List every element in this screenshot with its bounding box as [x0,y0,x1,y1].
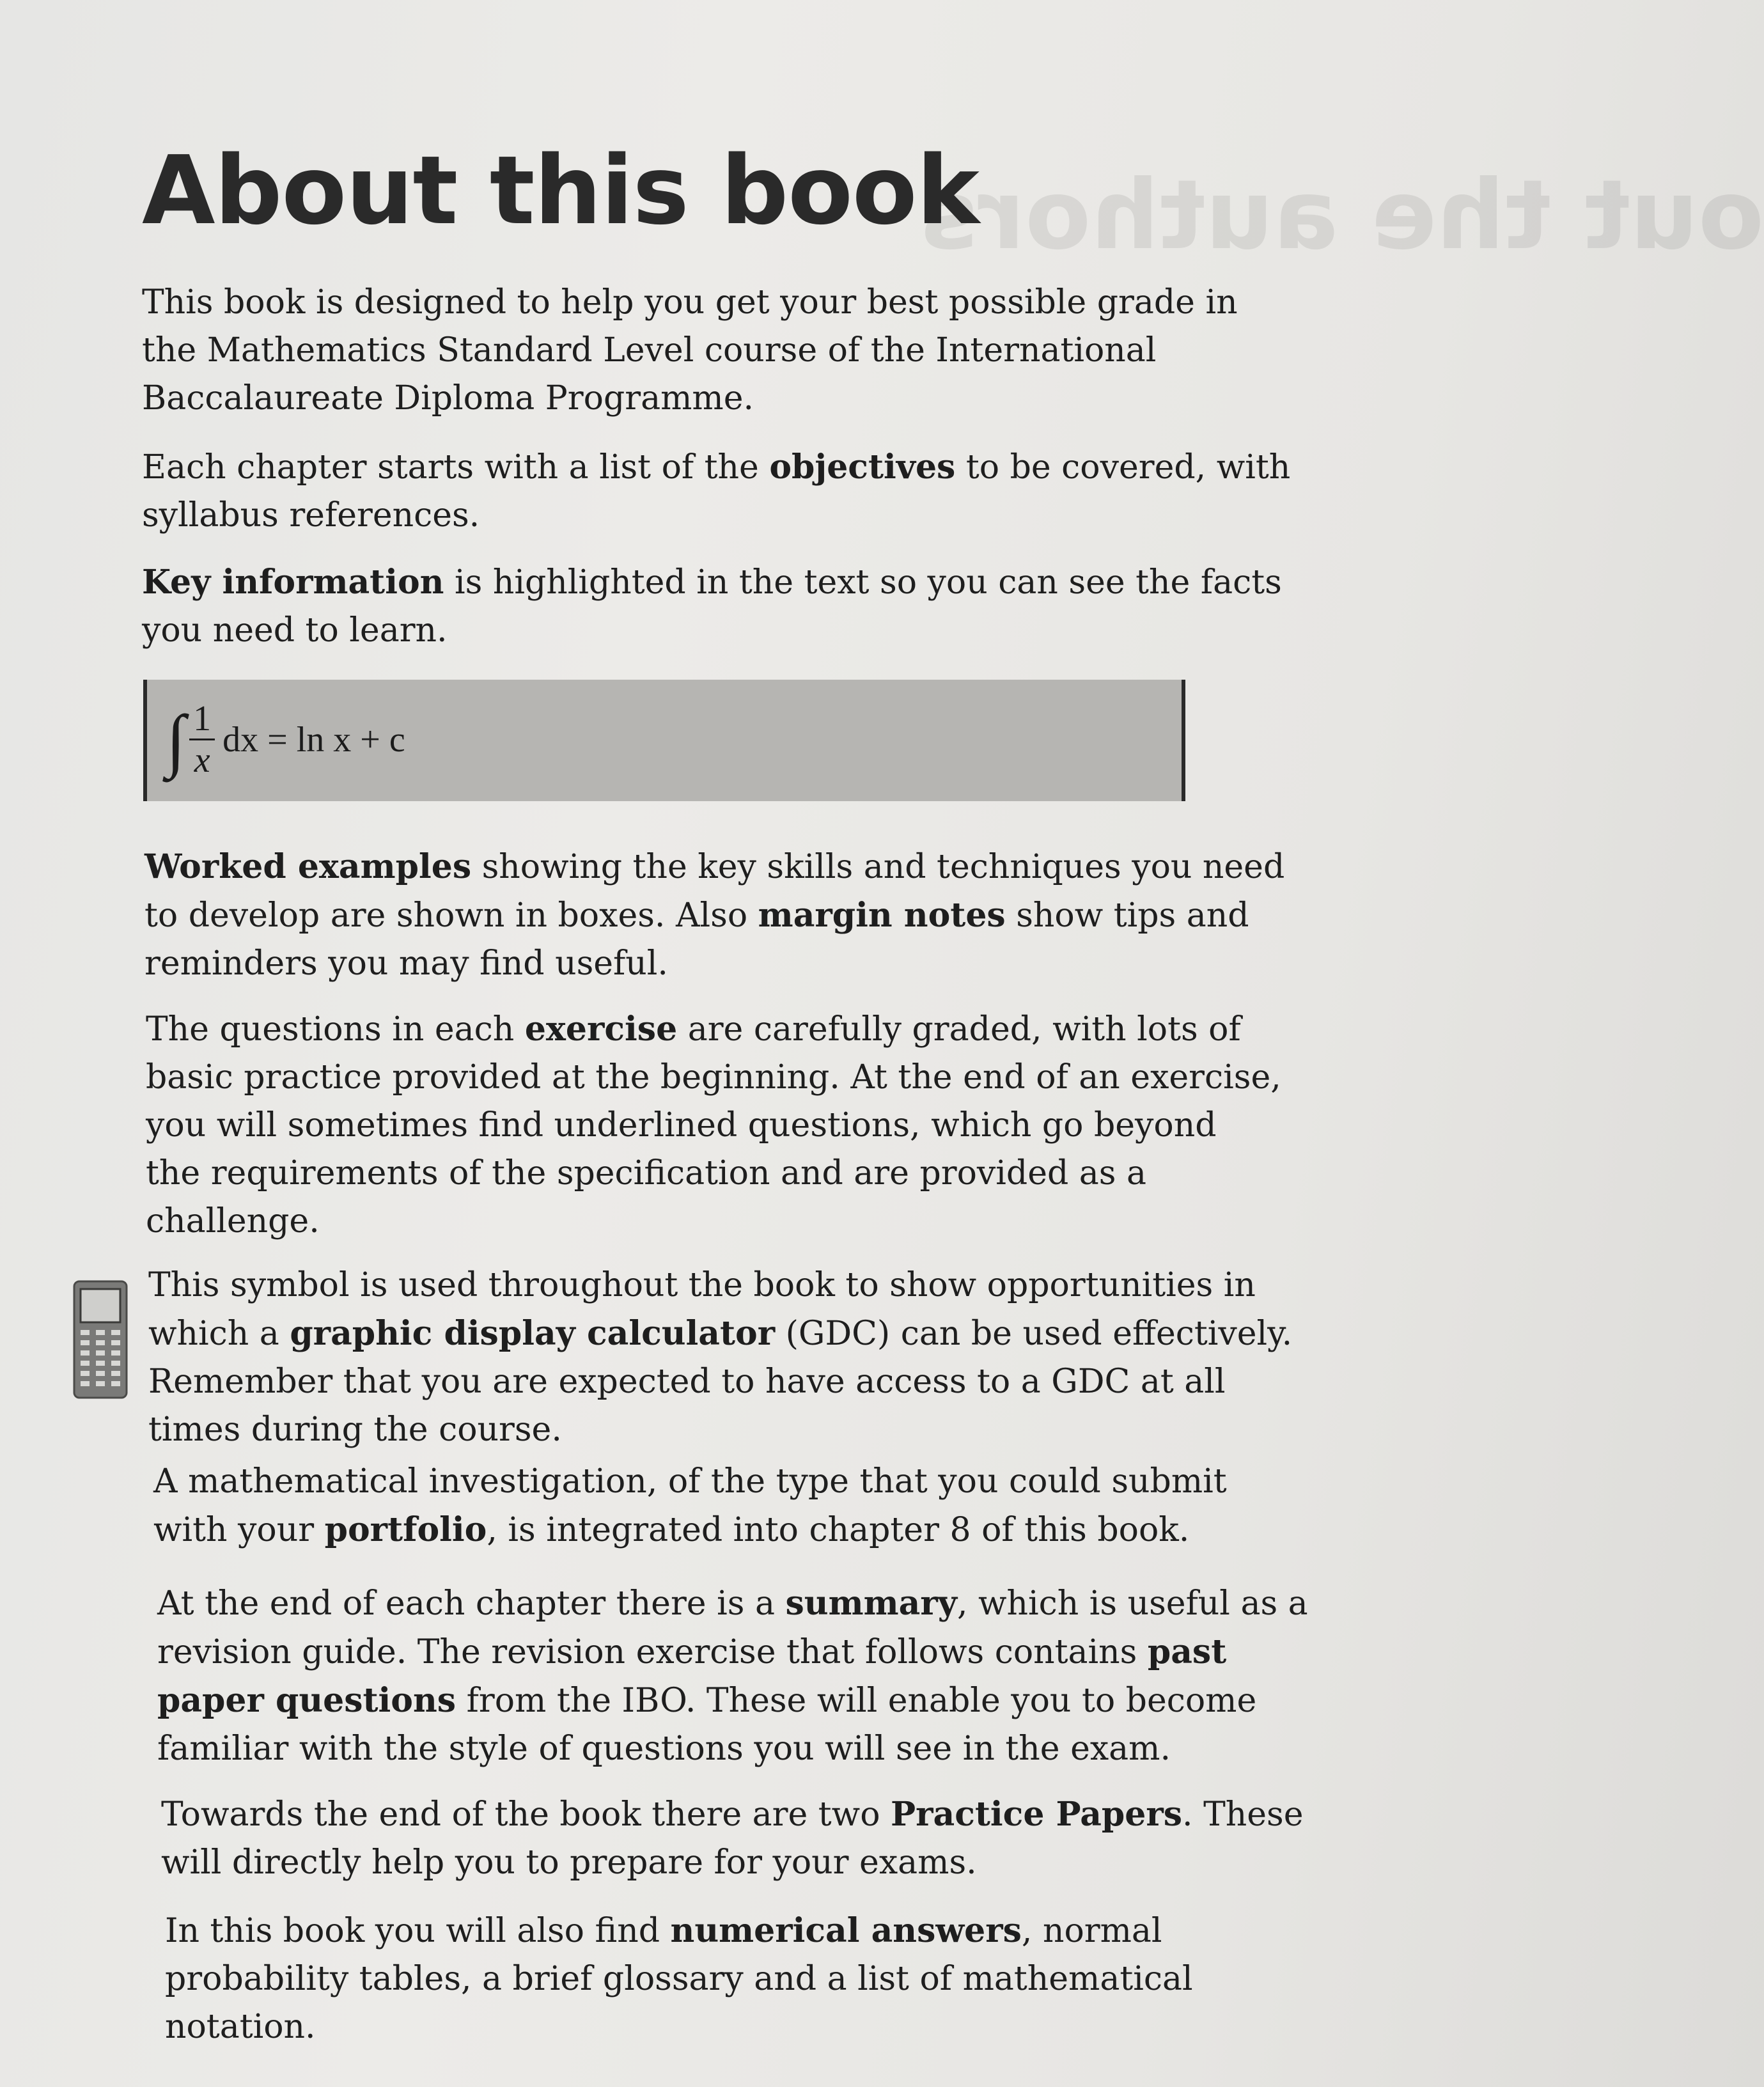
key-information-paragraph: Key information is highlighted in the text so you can see the facts you need to learn. [142,563,1282,650]
practice-papers-paragraph: Towards the end of the book there are two Practice Papers. These will directly help you to prepare for your exams. [161,1795,1304,1882]
bleed-through-text: out the authors [921,160,1764,271]
integral-formula [166,699,405,780]
fraction [189,699,215,780]
worked-examples-paragraph: Worked examples showing the key skills and techniques you need to develop are shown in boxes. Also margin notes show tips and reminders you may find useful. [144,847,1285,983]
formula-rhs: dx = ln x + c [222,719,405,760]
page-title: About this book [142,136,979,246]
intro-paragraph: This book is designed to help you get your best possible grade in the Mathematics Standard Level course of the International Baccalaureate Diploma Programme. [142,283,1238,418]
portfolio-paragraph: A mathematical investigation, of the type that you could submit with your portfolio, is integrated into chapter 8 of this book. [153,1462,1227,1549]
summary-paragraph: At the end of each chapter there is a summary, which is useful as a revision guide. The revision exercise that follows contains past paper questions from the IBO. These will enable you to become familiar with the style of questions you will see in the exam. [157,1584,1308,1768]
numerical-answers-paragraph: In this book you will also find numerical answers, normal probability tables, a brief glossary and a list of mathematical notation. [165,1911,1193,2046]
exercise-paragraph: The questions in each exercise are carefully graded, with lots of basic practice provided at the beginning. At the end of an exercise, you will sometimes find underlined questions, which go beyond the requirements of the specification and are provided as a challenge. [146,1010,1281,1240]
integral-sign: ∫ [166,700,186,779]
gdc-paragraph: This symbol is used throughout the book to show opportunities in which a graphic display calculator (GDC) can be used effectively. Remember that you are expected to have access to a GDC at all times during the course. [148,1266,1293,1449]
fraction-denominator: x [194,740,210,780]
fraction-numerator: 1 [189,699,215,740]
objectives-paragraph: Each chapter starts with a list of the objectives to be covered, with syllabus references. [142,448,1291,535]
key-information-box [143,680,1185,801]
calculator-icon [72,1279,129,1400]
